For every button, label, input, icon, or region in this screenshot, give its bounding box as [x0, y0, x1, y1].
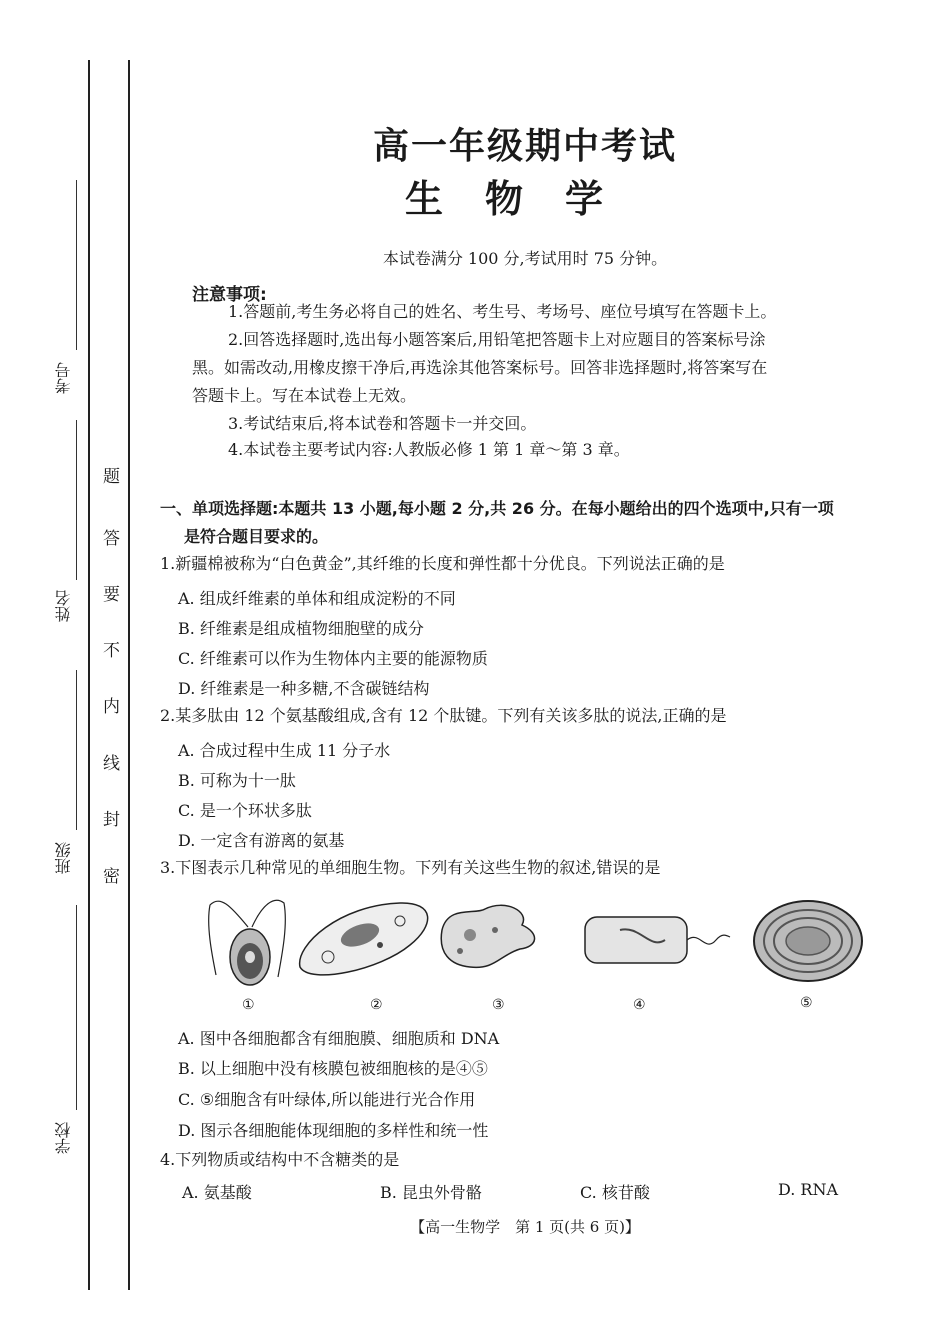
- seal-char: 不: [103, 641, 120, 661]
- figure-label-1: ①: [242, 997, 255, 1013]
- seal-char: 封: [103, 810, 120, 830]
- option: B. 纤维素是组成植物细胞壁的成分: [178, 619, 424, 638]
- notice-line: 3.考试结束后,将本试卷和答题卡一并交回。: [228, 414, 537, 433]
- page-footer: 【高一生物学 第 1 页(共 6 页)】: [410, 1218, 640, 1236]
- option: C. 纤维素可以作为生物体内主要的能源物质: [178, 649, 488, 668]
- notice-line: 4.本试卷主要考试内容:人教版必修 1 第 1 章～第 3 章。: [228, 440, 630, 459]
- option: A. 合成过程中生成 11 分子水: [178, 741, 391, 760]
- school-label: 学校: [54, 1122, 73, 1154]
- seal-char: 线: [103, 754, 120, 774]
- bacterium-drawing: [585, 917, 730, 963]
- figure-label-3: ③: [492, 997, 505, 1013]
- paramecium-drawing: [300, 903, 428, 975]
- option: D. 一定含有游离的氨基: [178, 831, 345, 850]
- seal-char: 题: [103, 467, 120, 487]
- notice-line: 2.回答选择题时,选出每小题答案后,用铅笔把答题卡上对应题目的答案标号涂: [228, 330, 766, 349]
- section-heading-cont: 是符合题目要求的。: [184, 527, 329, 546]
- option: D. 纤维素是一种多糖,不含碳链结构: [178, 679, 430, 698]
- name-underline: [76, 420, 77, 580]
- figure-label-5: ⑤: [800, 995, 813, 1011]
- question-stem: 1.新疆棉被称为“白色黄金”,其纤维的长度和弹性都十分优良。下列说法正确的是: [160, 554, 725, 573]
- option: C. 是一个环状多肽: [178, 801, 312, 820]
- option: D. 图示各细胞能体现细胞的多样性和统一性: [178, 1121, 489, 1140]
- seal-char: 答: [103, 529, 120, 549]
- class-underline: [76, 670, 77, 830]
- exam-title: 高一年级期中考试: [372, 126, 677, 167]
- seal-char: 密: [103, 867, 120, 887]
- class-label: 班级: [54, 842, 73, 874]
- option: B. 可称为十一肽: [178, 771, 296, 790]
- subject-title: 生物学: [404, 177, 645, 221]
- option: A. 氨基酸: [182, 1183, 252, 1202]
- seal-char: 要: [103, 585, 120, 605]
- option: C. ⑤细胞含有叶绿体,所以能进行光合作用: [178, 1090, 476, 1109]
- cyanobacterium-drawing: [754, 901, 862, 981]
- figure-label-2: ②: [370, 997, 383, 1013]
- seal-char: 内: [103, 697, 120, 717]
- option: A. 图中各细胞都含有细胞膜、细胞质和 DNA: [178, 1029, 500, 1048]
- option: C. 核苷酸: [580, 1183, 650, 1202]
- notice-line: 1.答题前,考生务必将自己的姓名、考生号、考场号、座位号填写在答题卡上。: [228, 302, 777, 321]
- exam-meta: 本试卷满分 100 分,考试用时 75 分钟。: [382, 249, 668, 268]
- question-stem: 3.下图表示几种常见的单细胞生物。下列有关这些生物的叙述,错误的是: [160, 858, 661, 877]
- question-stem: 4.下列物质或结构中不含糖类的是: [160, 1150, 400, 1169]
- notice-line: 答题卡上。写在本试卷上无效。: [192, 386, 417, 405]
- exam-number-label: 考号: [54, 362, 73, 394]
- school-underline: [76, 905, 77, 1110]
- notice-heading: 注意事项:: [192, 285, 267, 305]
- notice-line: 黑。如需改动,用橡皮擦干净后,再选涂其他答案标号。回答非选择题时,将答案写在: [192, 358, 768, 377]
- question-stem: 2.某多肽由 12 个氨基酸组成,含有 12 个肽键。下列有关该多肽的说法,正确的是: [160, 706, 727, 725]
- option: B. 昆虫外骨骼: [380, 1183, 482, 1202]
- figure-label-4: ④: [633, 997, 646, 1013]
- cell-figure: [200, 885, 870, 990]
- section-heading: 一、单项选择题:本题共 13 小题,每小题 2 分,共 26 分。在每小题给出的四个选项中,只有一项: [160, 499, 834, 518]
- binding-line-outer: [88, 60, 90, 1290]
- option: D. RNA: [778, 1180, 839, 1199]
- name-label: 姓名: [54, 590, 73, 622]
- chlamydomonas-drawing: [209, 900, 286, 985]
- option: B. 以上细胞中没有核膜包被细胞核的是④⑤: [178, 1059, 488, 1078]
- binding-line-inner: [128, 60, 130, 1290]
- option: A. 组成纤维素的单体和组成淀粉的不同: [178, 589, 456, 608]
- amoeba-drawing: [441, 905, 534, 967]
